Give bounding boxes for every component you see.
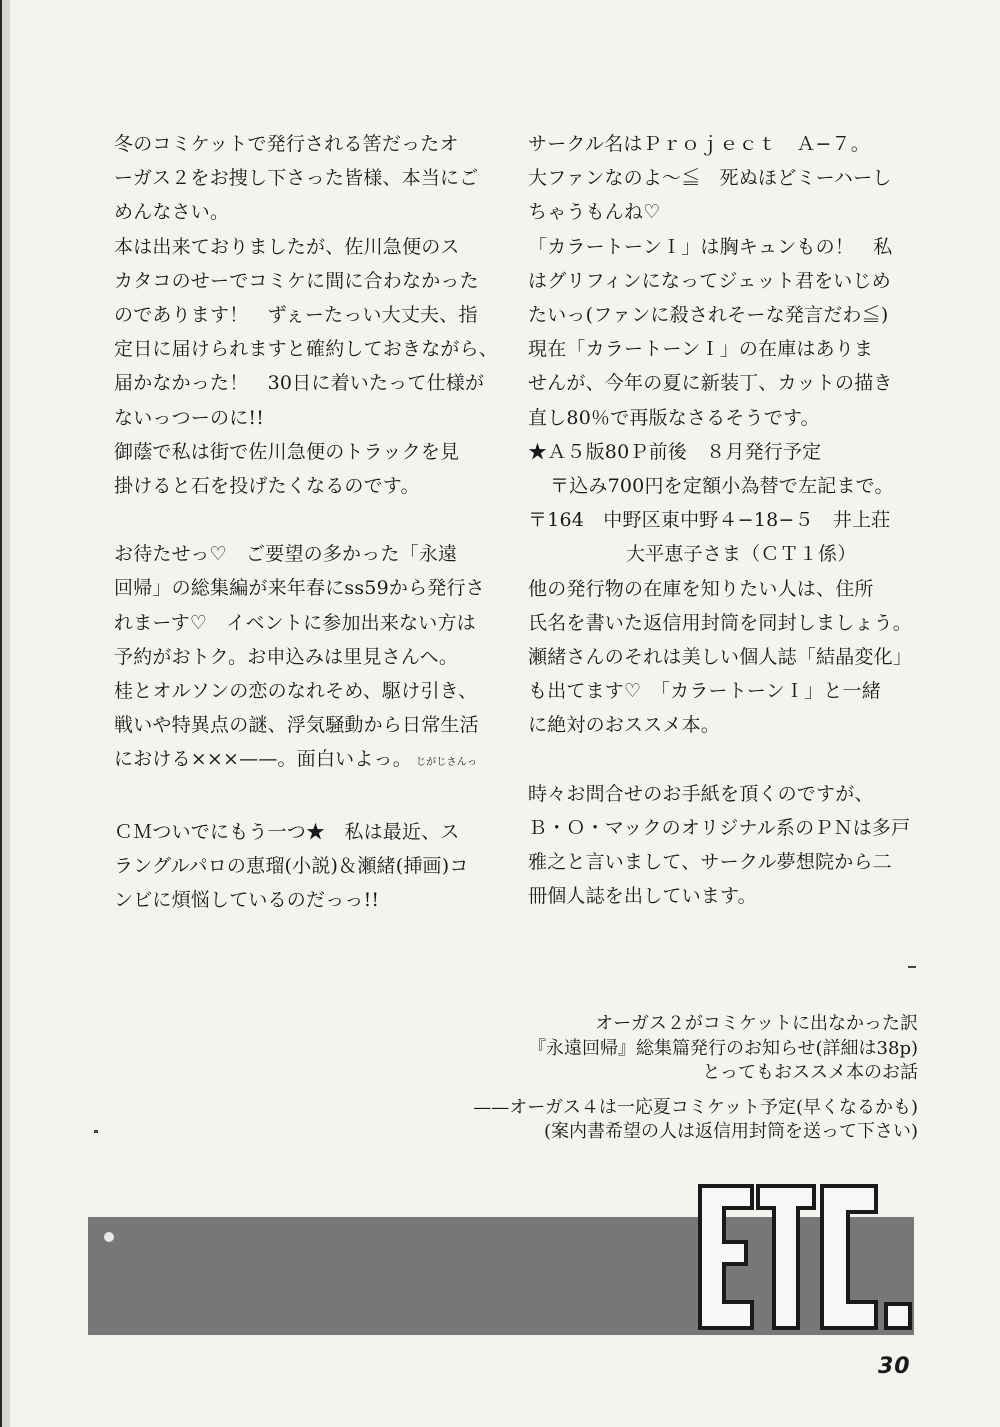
text-line: 御蔭で私は街で佐川急便のトラックを見	[114, 440, 460, 463]
text-span: における×××——。面白いよっ。	[114, 748, 412, 771]
text-line: 回帰」の総集編が来年春にss59から発行さ	[114, 577, 485, 600]
text-line: 大ファンなのよ〜≦ 死ぬほどミーハーし	[528, 167, 892, 190]
text-line: はグリフィンになってジェット君をいじめ	[528, 269, 891, 292]
text-line: 直し80％で再版なさるそうです。	[528, 406, 820, 429]
address-line: 〒164 中野区東中野４−18−５ 井上荘	[528, 509, 891, 532]
text-line: ＣＭついでにもう一つ★ 私は最近、ス	[114, 820, 460, 843]
text-line: 時々お問合せのお手紙を頂くのですが、	[528, 782, 874, 805]
etc-banner-title	[690, 1178, 920, 1338]
band-dot	[104, 1232, 114, 1242]
text-line: めんなさい。	[114, 201, 230, 224]
text-line: 〒込み700円を定額小為替で左記まで。	[550, 475, 894, 498]
text-line: 掛けると石を投げたくなるのです。	[114, 475, 420, 498]
page-number: 30	[878, 1354, 911, 1379]
text-line: 現在「カラートーンＩ」の在庫はありま	[528, 338, 874, 361]
text-line: ちゃうもんね♡	[528, 201, 661, 224]
summary-line: とってもおススメ本のお話	[702, 1062, 918, 1083]
text-line: 戦いや特異点の謎、浮気騒動から日常生活	[114, 714, 479, 737]
text-line: サークル名はＰｒｏｊｅｃｔ Ａ−７。	[528, 133, 870, 155]
text-line: せんが、今年の夏に新装丁、カットの描き	[528, 372, 893, 395]
text-line: ★Ａ５版80Ｐ前後 ８月発行予定	[528, 440, 822, 463]
text-line: 冊個人誌を出しています。	[528, 885, 757, 908]
print-speck	[94, 1130, 98, 1133]
text-line: ンビに煩悩しているのだっっ!!	[114, 889, 380, 912]
text-line: お待たせっ♡ ご要望の多かった「永遠	[114, 543, 458, 566]
text-line: ラングルパロの恵瑠(小説)＆瀬緒(挿画)コ	[114, 854, 469, 877]
text-line: 他の発行物の在庫を知りたい人は、住所	[528, 577, 874, 600]
text-line: 瀬緒さんのそれは美しい個人誌「結晶変化」	[528, 646, 913, 669]
text-line: 届かなかった！ 30日に着いたって仕様が	[114, 372, 485, 395]
summary-line: 『永遠回帰』総集篇発行のお知らせ(詳細は38p)	[528, 1037, 918, 1059]
small-signature: じがじさんっ	[415, 757, 478, 769]
text-line: れまーす♡ イベントに参加出来ない方は	[114, 611, 476, 634]
text-line: 「カラートーンＩ」は胸キュンもの！ 私	[528, 235, 893, 258]
text-line: 桂とオルソンの恋のなれそめ、駆け引き、	[114, 680, 478, 703]
text-line: たいっ(ファンに殺されそーな発言だわ≦)	[528, 304, 889, 327]
addressee-line: 大平恵子さま（ＣＴ１係）	[626, 543, 857, 566]
note-line: ——オーガス４は一応夏コミケット予定(早くなるかも)	[473, 1096, 918, 1118]
text-line: Ｂ・Ｏ・マックのオリジナル系のＰＮは多戸	[528, 816, 911, 839]
summary-gap	[473, 1086, 918, 1096]
text-line: 雅之と言いまして、サークル夢想院から二	[528, 851, 892, 874]
text-line: 氏名を書いた返信用封筒を同封しましょう。	[528, 611, 913, 634]
contents-summary	[473, 1012, 918, 1145]
paragraph-gap	[114, 781, 494, 815]
right-column	[528, 127, 928, 913]
text-line: 予約がおトク。お申込みは里見さんへ。	[114, 645, 459, 668]
text-line: 定日に届けられますと確約しておきながら、	[114, 338, 499, 361]
left-column	[114, 127, 499, 917]
summary-line: オーガス２がコミケットに出なかった訳	[595, 1013, 918, 1034]
binding-edge	[0, 0, 10, 1427]
print-speck	[908, 966, 916, 968]
text-line: のであります！ ずぇーたっい大丈夫、指	[114, 304, 478, 327]
text-line: ないっつーのに!!	[114, 406, 265, 429]
text-line: カタコのせーでコミケに間に合わなかった	[114, 269, 479, 292]
text-line: 本は出来ておりましたが、佐川急便のス	[114, 235, 460, 258]
text-line: も出てます♡ 「カラートーンＩ」と一緒	[528, 680, 881, 703]
text-line	[114, 742, 494, 780]
paragraph-gap	[528, 743, 928, 777]
text-line: に絶対のおススメ本。	[528, 714, 721, 737]
text-line: ーガス２をお捜し下さった皆様、本当にご	[114, 167, 479, 190]
text-line: 冬のコミケットで発行される筈だったオ	[114, 133, 459, 155]
note-line: (案内書希望の人は返信用封筒を送って下さい)	[543, 1121, 918, 1142]
paragraph-gap	[114, 503, 494, 537]
